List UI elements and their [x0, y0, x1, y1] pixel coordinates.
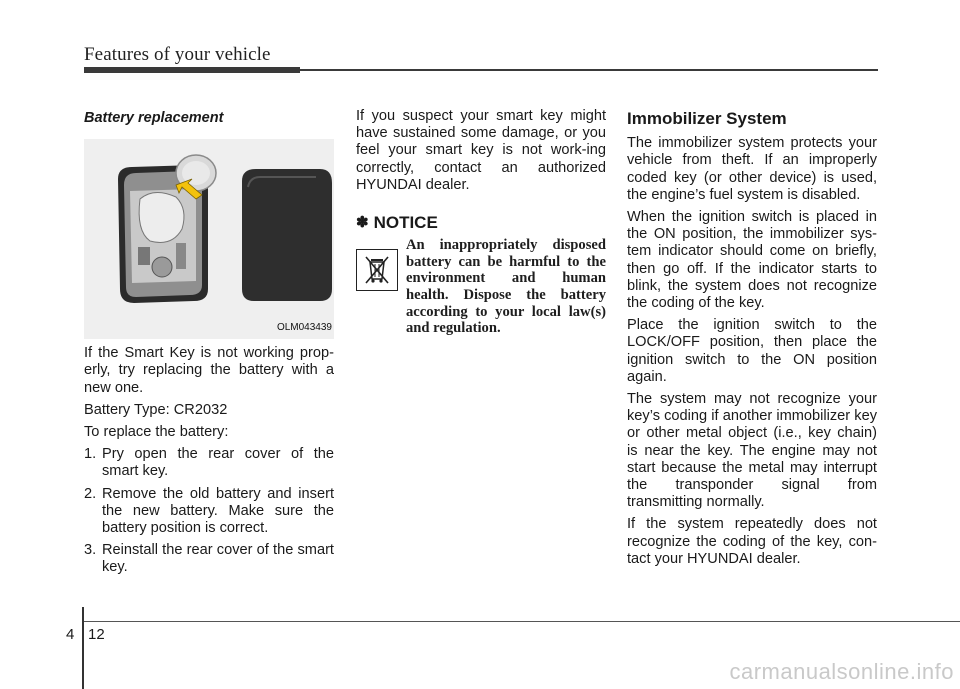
list-item: 2. Remove the old battery and insert the new battery. Make sure the battery position is correct.: [84, 485, 334, 537]
page-header-title: Features of your vehicle: [84, 44, 271, 65]
battery-steps-list: [84, 446, 334, 576]
footer-rule: [84, 621, 960, 622]
immobilizer-paragraph: The immobilizer system protects your vehicle from theft. If an improperly coded key (or other device) is used, the engine’s fuel system is disabled.: [627, 135, 877, 203]
header-rule-thick: [84, 67, 300, 73]
column-immobilizer: [627, 108, 877, 573]
immobilizer-paragraph: Place the ignition switch to the LOCK/OFF position, then place the ignition switch to the ON position again.: [627, 317, 877, 385]
watermark: carmanualsonline.info: [729, 659, 954, 684]
footer-vertical-rule: [82, 607, 84, 689]
notice-heading-label: NOTICE: [373, 213, 438, 233]
crossed-out-bin-icon: [356, 249, 398, 291]
figure-code: OLM043439: [276, 322, 332, 333]
header-rule-thin: [300, 69, 878, 71]
battery-intro-text: If the Smart Key is not working prop-erly, try replacing the battery with a new one.: [84, 345, 334, 396]
page-number: 12: [88, 626, 105, 643]
smart-key-illustration: [84, 139, 334, 339]
notice-text: An inappropriately disposed battery can be harmful to the environment and human health. Dispose the battery according to your local law(s) and regulation.: [406, 237, 606, 337]
chapter-number: 4: [66, 626, 75, 643]
immobilizer-paragraph: If the system repeatedly does not recognize the coding of the key, con-tact your HYUNDAI dealer.: [627, 516, 877, 567]
smart-key-figure: [84, 139, 334, 339]
immobilizer-paragraph: The system may not recognize your key’s coding if another immobilizer key or other metal object (i.e., key chain) is near the key. The engine may not start because the metal may interrupt the transponder signal from transmitting normally.: [627, 391, 877, 511]
battery-replacement-heading: Battery replacement: [84, 110, 224, 126]
immobilizer-paragraph: When the ignition switch is placed in the ON position, the immobilizer sys-tem indicator should come on briefly, then go off. If the indicator starts to blink, the system does not recognize the coding of the key.: [627, 209, 877, 312]
list-item: 1. Pry open the rear cover of the smart key.: [84, 446, 334, 480]
to-replace-text: To replace the battery:: [84, 424, 229, 441]
battery-type-text: Battery Type: CR2032: [84, 401, 228, 418]
column-damage-notice: [356, 108, 606, 337]
list-item: 3. Reinstall the rear cover of the smart key.: [84, 542, 334, 576]
notice-body: [356, 237, 606, 337]
damage-text: If you suspect your smart key might have sustained some damage, or you feel your smart key is not work-ing correctly, contact an authorized HYUNDAI dealer.: [356, 108, 606, 193]
notice-heading: [356, 214, 606, 231]
notice-star-icon: ✽: [356, 214, 369, 232]
column-battery-replacement: [84, 108, 334, 582]
immobilizer-heading: Immobilizer System: [627, 109, 787, 128]
